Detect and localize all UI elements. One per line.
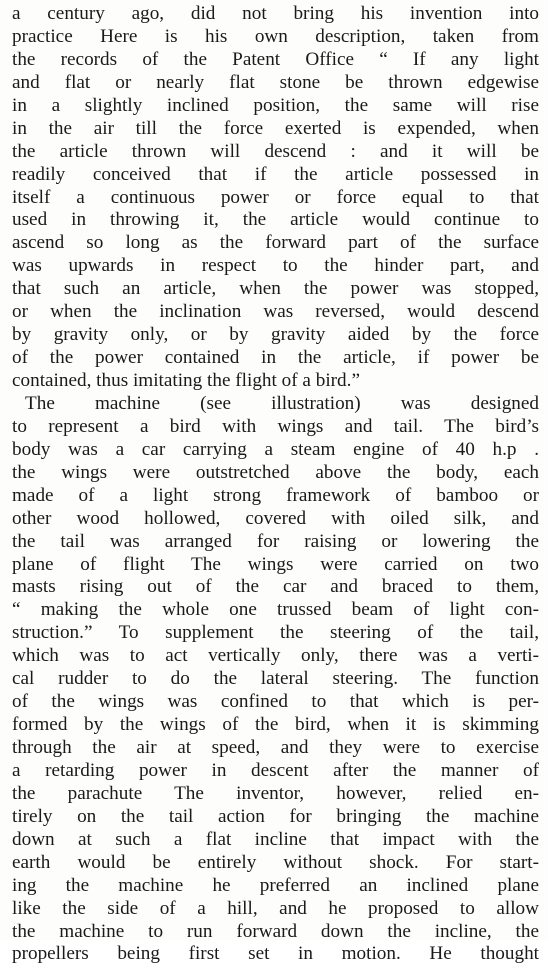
text-line: body was a car carrying a steam engine of 40 h.p . — [12, 438, 539, 460]
text-line: readily conceived that if the article possessed in — [12, 163, 539, 185]
text-line: ing the machine he preferred an inclined plane — [12, 874, 539, 896]
text-line: masts rising out of the car and braced to them, — [12, 576, 539, 598]
text-line: made of a light strong framework of bamboo or — [12, 484, 539, 506]
text-line: “ making the whole one trussed beam of light con- — [12, 599, 539, 621]
text-line: through the air at speed, and they were to exercise — [12, 737, 539, 758]
text-line: propellers being first set in motion. He thought — [12, 943, 539, 965]
text-line: down at such a flat incline that impact with the — [12, 828, 539, 850]
text-line: The machine (see illustration) was designed — [25, 392, 539, 414]
text-line: by gravity only, or by gravity aided by the force — [12, 324, 539, 346]
text-line: the records of the Patent Office “ If any light — [12, 48, 539, 70]
text-line: practice Here is his own description, taken from — [12, 25, 539, 47]
text-line: like the side of a hill, and he proposed to allow — [12, 897, 539, 919]
text-line: contained, thus imitating the flight of a bird.” — [12, 370, 360, 391]
text-line: the parachute The inventor, however, relied en- — [12, 782, 539, 804]
text-line: a century ago, did not bring his invention into — [12, 3, 539, 24]
body-text — [12, 3, 539, 966]
text-line: a retarding power in descent after the manner of — [12, 759, 539, 781]
text-line: itself a continuous power or force equal to that — [12, 186, 539, 208]
text-line: which was to act vertically only, there was a verti- — [12, 645, 539, 667]
text-line: cal rudder to do the lateral steering. The function — [12, 668, 539, 690]
paragraph — [12, 3, 539, 393]
text-line: to represent a bird with wings and tail. The bird’s — [12, 415, 539, 437]
text-line: struction.” To supplement the steering of the tail, — [12, 622, 539, 644]
text-line: earth would be entirely without shock. For start- — [12, 851, 539, 873]
text-line: the wings were outstretched above the body, each — [12, 461, 539, 483]
text-line: or when the inclination was reversed, would descend — [12, 301, 539, 323]
text-line: other wood hollowed, covered with oiled silk, and — [12, 507, 539, 529]
text-line: ascend so long as the forward part of the surface — [12, 232, 539, 254]
text-line: the machine to run forward down the incline, the — [12, 920, 539, 942]
text-line: formed by the wings of the bird, when it is skimming — [12, 714, 539, 736]
text-line: in a slightly inclined position, the same will rise — [12, 94, 539, 116]
text-line: the tail was arranged for raising or lowering the — [12, 530, 539, 552]
text-line: used in throwing it, the article would continue to — [12, 209, 539, 231]
paragraph — [12, 393, 539, 966]
text-line: that such an article, when the power was stopped, — [12, 278, 539, 300]
text-line: in the air till the force exerted is expended, when — [12, 117, 539, 139]
text-line: was upwards in respect to the hinder part, and — [12, 255, 539, 277]
text-line: the article thrown will descend : and it will be — [12, 140, 539, 162]
text-line: of the wings was confined to that which is per- — [12, 691, 539, 713]
text-line: of the power contained in the article, if power be — [12, 347, 539, 369]
text-line: and flat or nearly flat stone be thrown edgewise — [12, 71, 539, 93]
text-line: plane of flight The wings were carried on two — [12, 553, 539, 575]
text-line: tirely on the tail action for bringing the machine — [12, 805, 539, 827]
